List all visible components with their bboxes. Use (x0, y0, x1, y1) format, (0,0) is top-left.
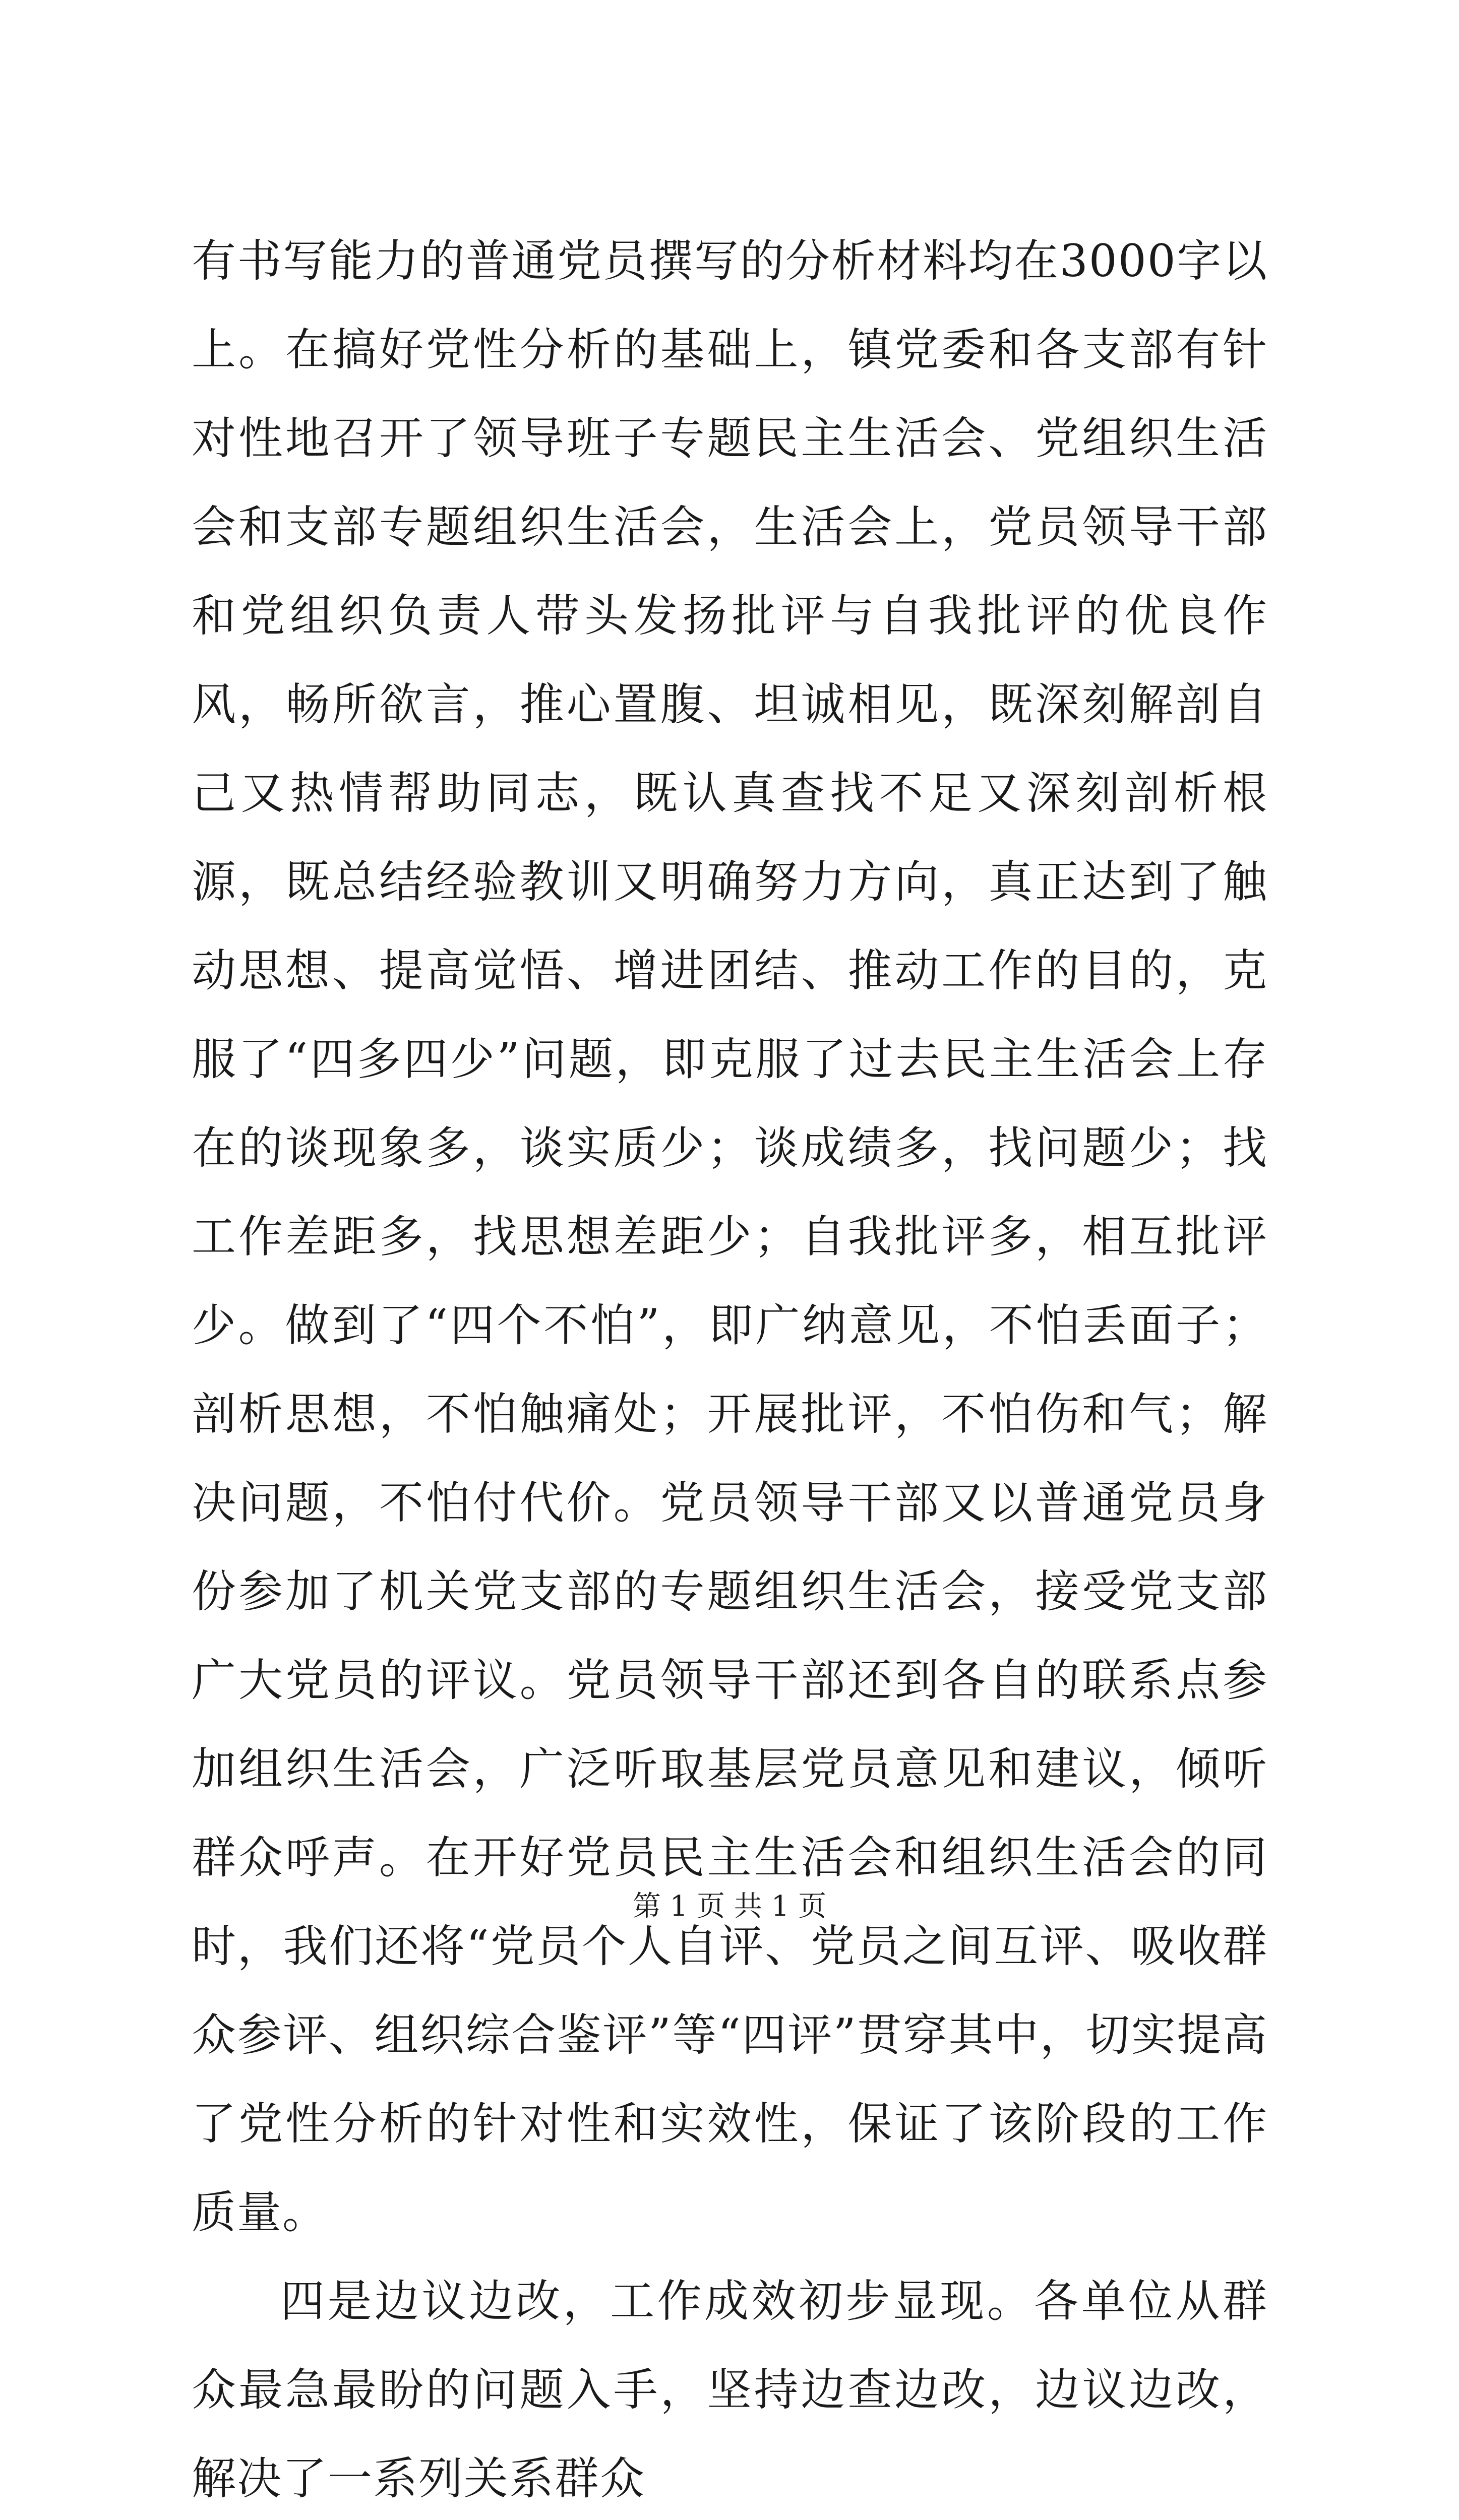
page-footer: 第 1 页 共 1 页 (632, 1890, 827, 1923)
document-body (192, 217, 1268, 2520)
paragraph-1: 有书写能力的普通党员撰写的分析材料均在3000字以上。在搞好党性分析的基础上，镇党委和各支部有针对性地召开了领导班子专题民主生活会、党组织生活会和支部专题组织生活会，生活会上，党员领导干部和党组织负责人带头发扬批评与自我批评的优良作风，畅所欲言，推心置腹、坦诚相见，既深刻解剖自己又热情帮助同志，既认真查找不足又深刻剖析根源，既总结经验教训又明确努力方向，真正达到了触动思想、提高觉悟、增进团结、推动工作的目的，克服了“四多四少”问题，即克服了过去民主生活会上存在的谈现象多，谈实质少；谈成绩多，找问题少；找工作差距多，找思想差距少；自我批评多，相互批评少。做到了“四个不怕”，即广纳意见，不怕丢面子；剖析思想，不怕触痛处；开展批评，不怕伤和气；解决问题，不怕付代价。党员领导干部又以普通党员身份参加了机关党支部的专题组织生活会，接受党支部广大党员的评议。党员领导干部还到各自的联系点参加组织生活会，广泛听取基层党员意见和建议，倾听群众呼声。在开好党员民主生活会和组织生活会的同时，我们还将“党员个人自评、党员之间互评、吸收群众参评、组织综合鉴评”等“四评”贯穿其中，切实提高了党性分析的针对性和实效性，保证了该阶段的工作质量。 (192, 235, 1268, 2238)
paragraph-2: 四是边议边改，工作成效初步显现。各单位从群众最急最盼的问题入手，坚持边查边改，边议边改，解决了一系列关系群众 (192, 2275, 1268, 2504)
